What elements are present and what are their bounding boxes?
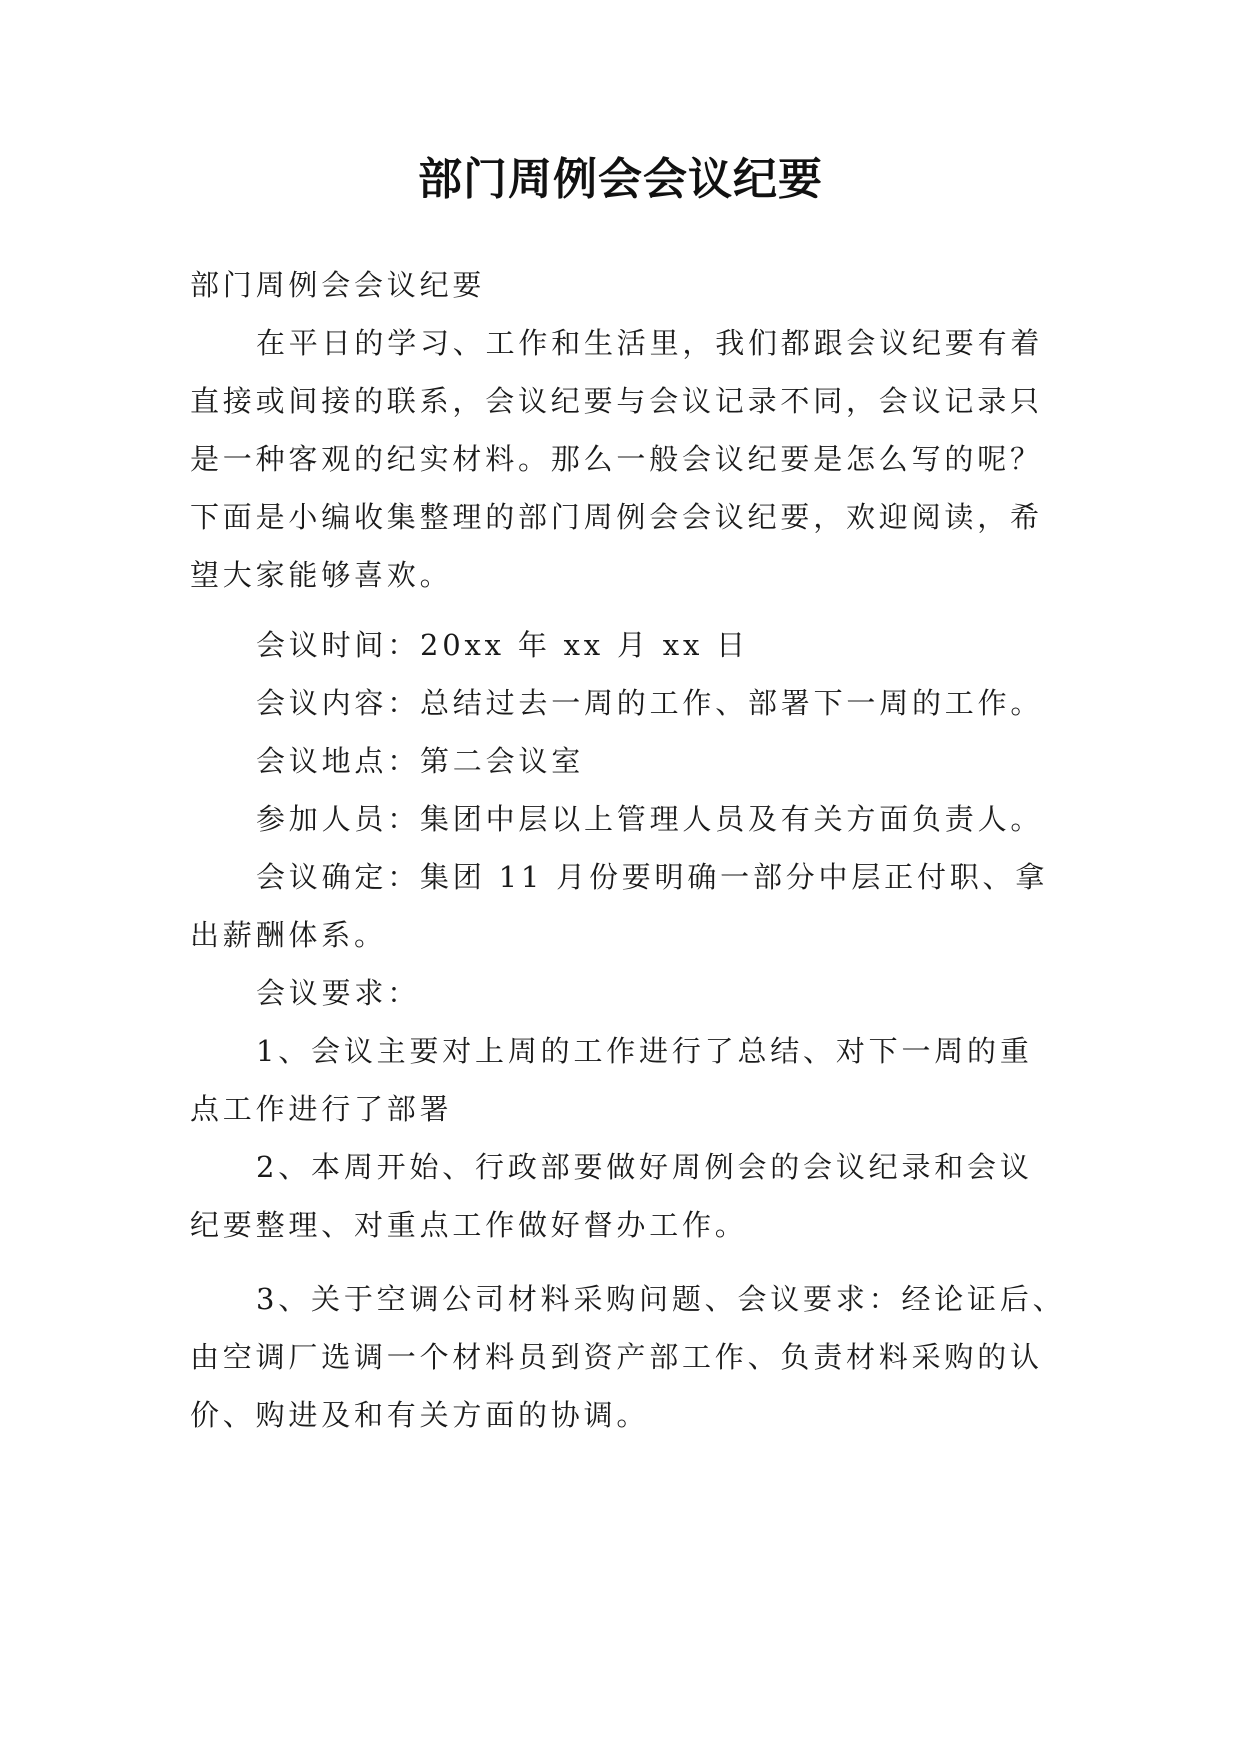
intro-section [190, 256, 1060, 604]
requirement-item-3-section [190, 1270, 1066, 1444]
intro-line: 在平日的学习、工作和生活里，我们都跟会议纪要有着 [256, 326, 1044, 360]
meeting-attendees: 参加人员：集团中层以上管理人员及有关方面负责人。 [256, 802, 1044, 836]
meeting-content: 会议内容：总结过去一周的工作、部署下一周的工作。 [256, 686, 1044, 720]
requirement-item-2-cont: 纪要整理、对重点工作做好督办工作。 [190, 1208, 748, 1242]
document-subtitle: 部门周例会会议纪要 [190, 268, 486, 302]
meeting-decision-line: 会议确定：集团 11 月份要明确一部分中层正付职、拿 [256, 860, 1049, 894]
intro-line: 下面是小编收集整理的部门周例会会议纪要，欢迎阅读，希 [190, 500, 1043, 534]
document-title: 部门周例会会议纪要 [418, 154, 823, 205]
meeting-place: 会议地点：第二会议室 [256, 744, 585, 778]
requirement-item-2: 2、本周开始、行政部要做好周例会的会议纪录和会议 [256, 1150, 1033, 1184]
requirements-label: 会议要求： [256, 976, 421, 1010]
requirement-item-1-cont: 点工作进行了部署 [190, 1092, 453, 1126]
requirement-item-1: 1、会议主要对上周的工作进行了总结、对下一周的重 [256, 1034, 1033, 1068]
meeting-time: 会议时间：20xx 年 xx 月 xx 日 [256, 628, 749, 662]
requirement-item-3-cont: 由空调厂选调一个材料员到资产部工作、负责材料采购的认 [190, 1340, 1043, 1374]
meeting-decision-line: 出薪酬体系。 [190, 918, 387, 952]
requirement-item-3-cont: 价、购进及和有关方面的协调。 [190, 1398, 650, 1432]
intro-line: 是一种客观的纪实材料。那么一般会议纪要是怎么写的呢？ [190, 442, 1043, 476]
meeting-details [190, 616, 1060, 1254]
requirement-item-3: 3、关于空调公司材料采购问题、会议要求：经论证后、 [256, 1282, 1066, 1316]
intro-line: 望大家能够喜欢。 [190, 558, 453, 592]
intro-line: 直接或间接的联系，会议纪要与会议记录不同，会议记录只 [190, 384, 1043, 418]
